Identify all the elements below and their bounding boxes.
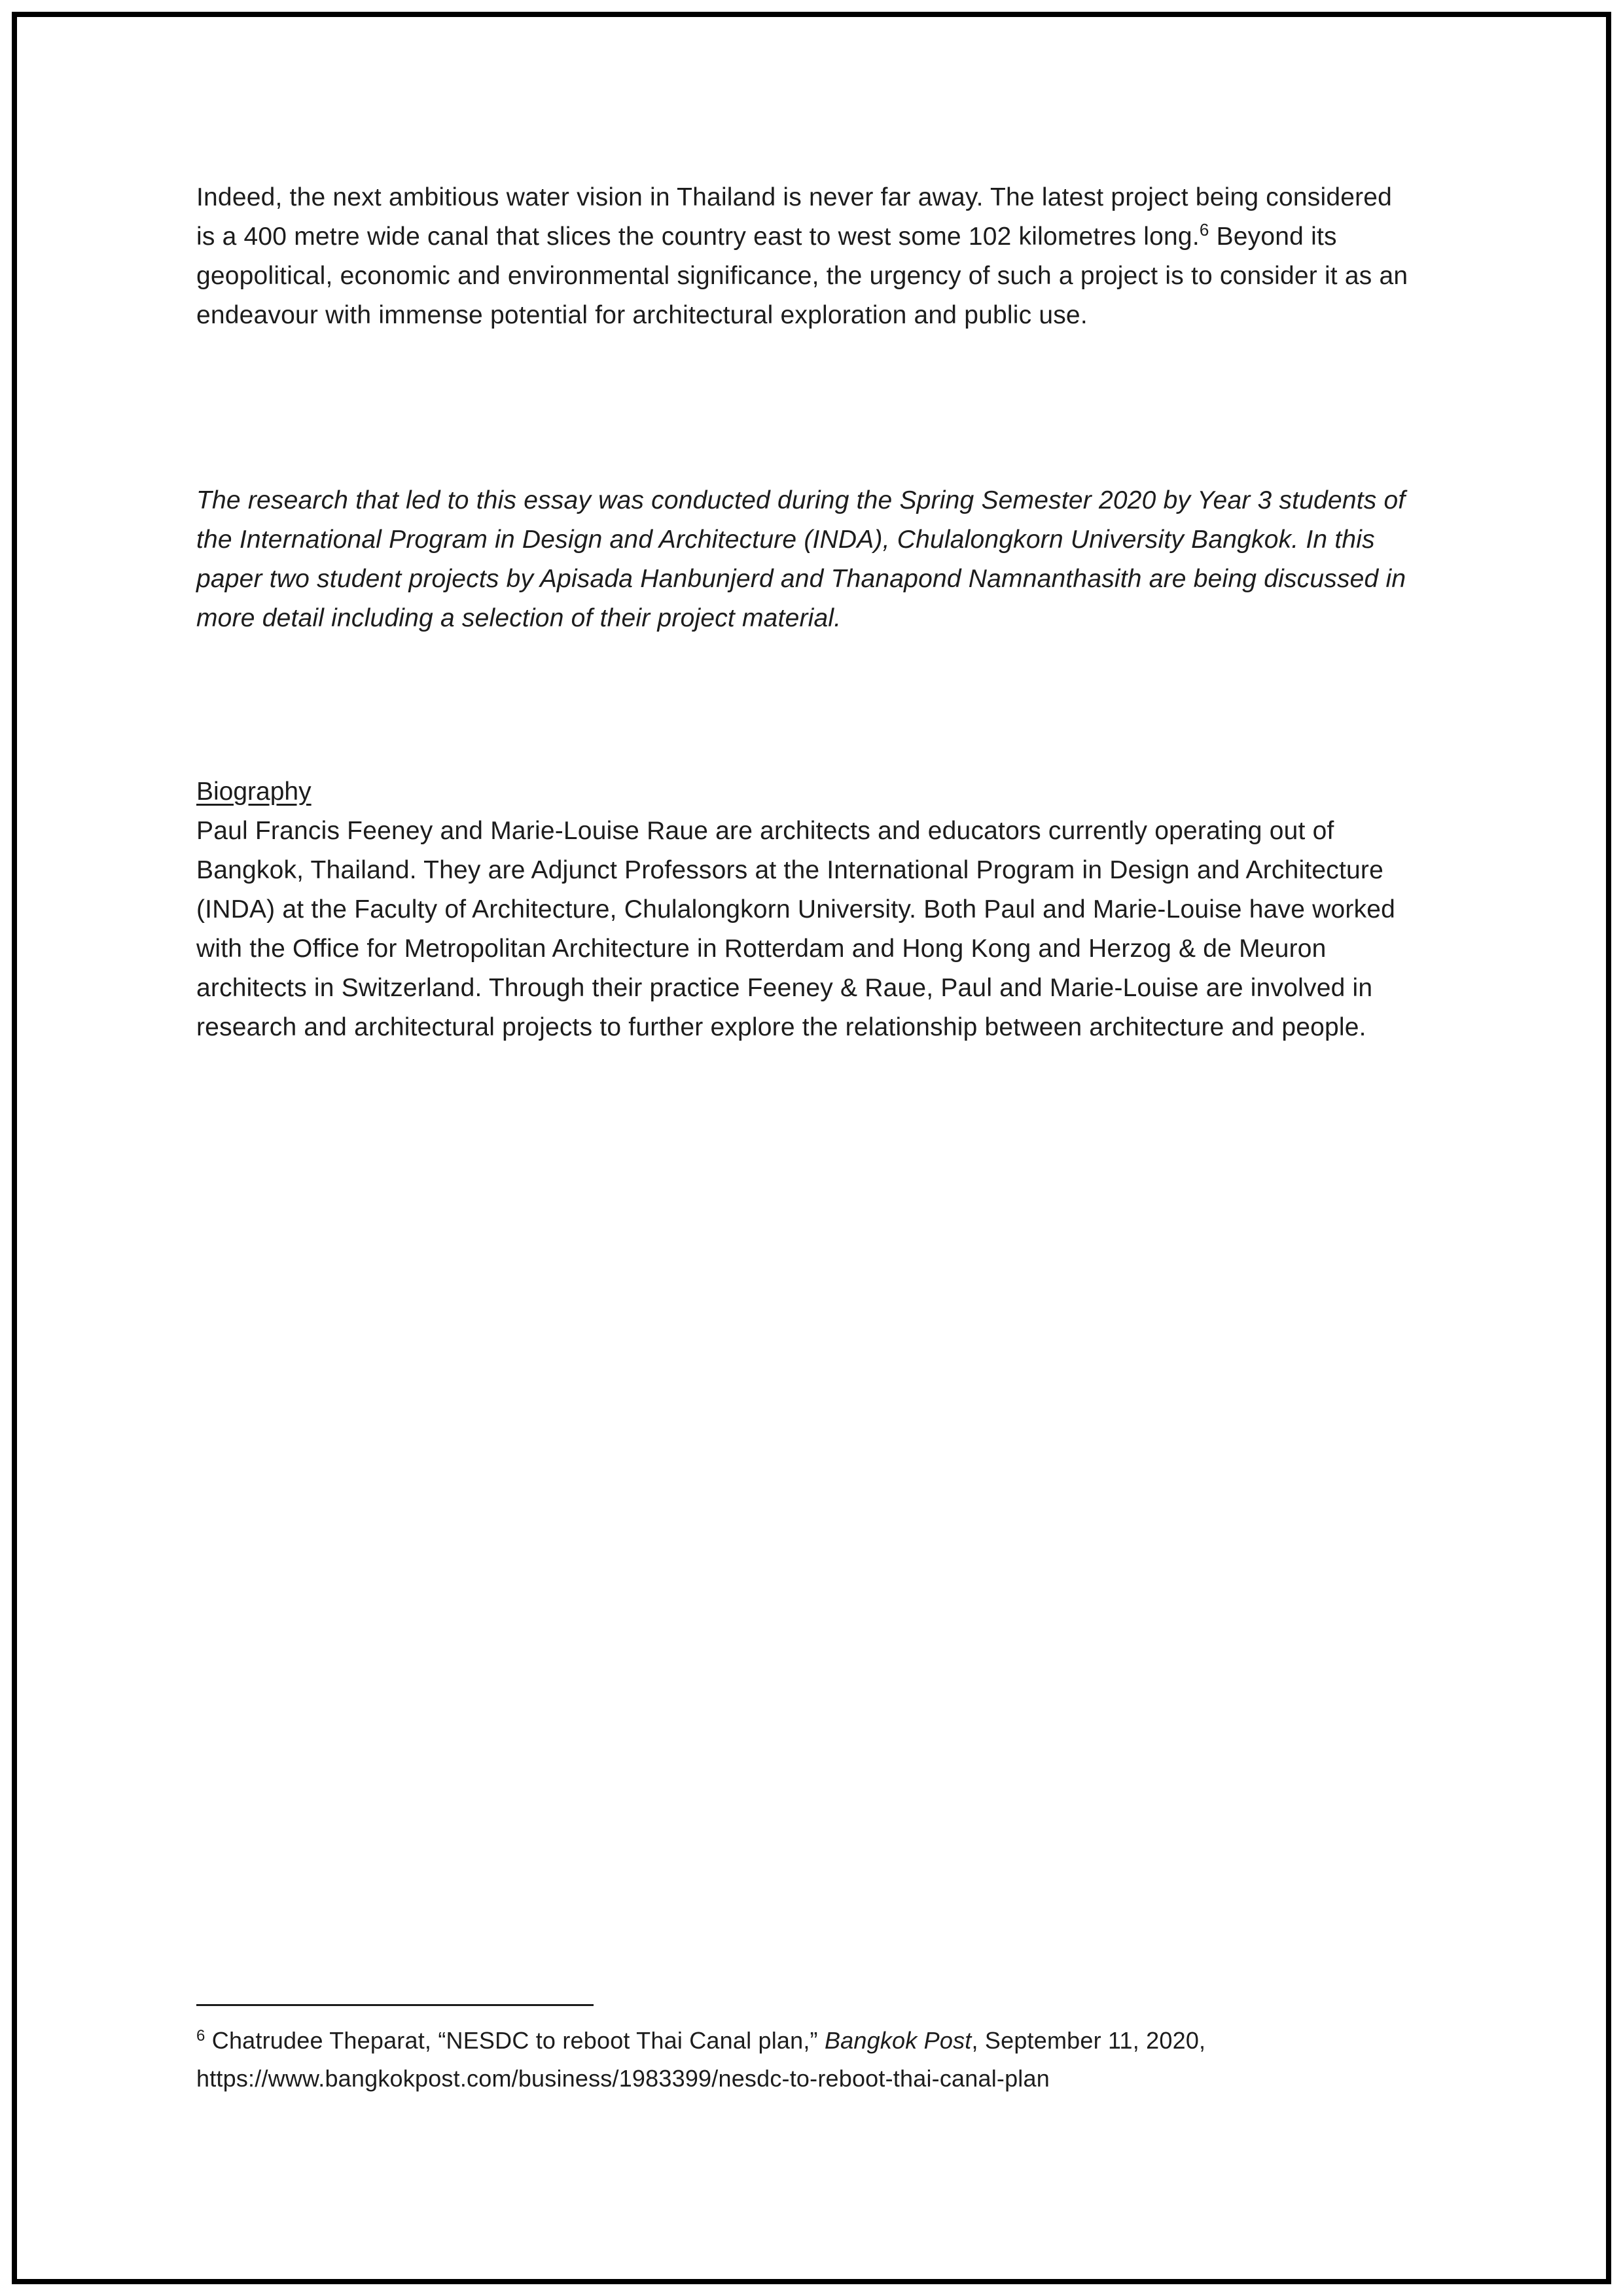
intro-text-before-footnote-ref: Indeed, the next ambitious water vision in Thailand is never far away. The latest project being considered is a 400 metre wide canal that slices the country east to west some 102 kilometres long. <box>196 183 1393 251</box>
footnote-area <box>196 2004 1417 2098</box>
biography-body: Paul Francis Feeney and Marie-Louise Raue are architects and educators currently operating out of Bangkok, Thailand. They are Adjunct Professors at the International Program in Design and Architecture (INDA) at the Faculty of Architecture, Chulalongkorn University. Both Paul and Marie-Louise have worked with the Office for Metropolitan Architecture in Rotterdam and Hong Kong and Herzog & de Meuron architects in Switzerland. Through their practice Feeney & Raue, Paul and Marie-Louise are involved in research and architectural projects to further explore the relationship between architecture and people. <box>196 817 1396 1041</box>
footnote-reference-6: 6 <box>1199 220 1209 240</box>
biography-section <box>196 772 1417 1047</box>
footnote-publication-name: Bangkok Post <box>824 2027 972 2054</box>
page-border <box>12 12 1611 2284</box>
footnote-citation-date: , September 11, 2020, <box>971 2027 1206 2054</box>
biography-heading-text: Biography <box>196 778 312 806</box>
footnote-separator-rule <box>196 2004 594 2006</box>
research-note-paragraph: The research that led to this essay was conducted during the Spring Semester 2020 by Year 3 students of the International Program in Design and Architecture (INDA), Chulalongkorn University Bangkok. In this paper two student projects by Apisada Hanbunjerd and Thanapond Namnanthasith are being discussed in more detail including a selection of their project material. <box>196 486 1406 632</box>
biography-heading <box>196 772 1417 812</box>
footnote-number: 6 <box>196 2027 205 2045</box>
intro-paragraph <box>196 178 1417 335</box>
footnote-url: https://www.bangkokpost.com/business/1983399/nesdc-to-reboot-thai-canal-plan <box>196 2065 1050 2092</box>
footnote-citation-text: Chatrudee Theparat, “NESDC to reboot Thai Canal plan,” <box>205 2027 825 2054</box>
footnote-6 <box>196 2022 1417 2098</box>
intro-text-after-footnote-ref: Beyond its geopolitical, economic and environmental significance, the urgency of such a project is to consider it as an endeavour with immense potential for architectural exploration and public use. <box>196 223 1408 329</box>
